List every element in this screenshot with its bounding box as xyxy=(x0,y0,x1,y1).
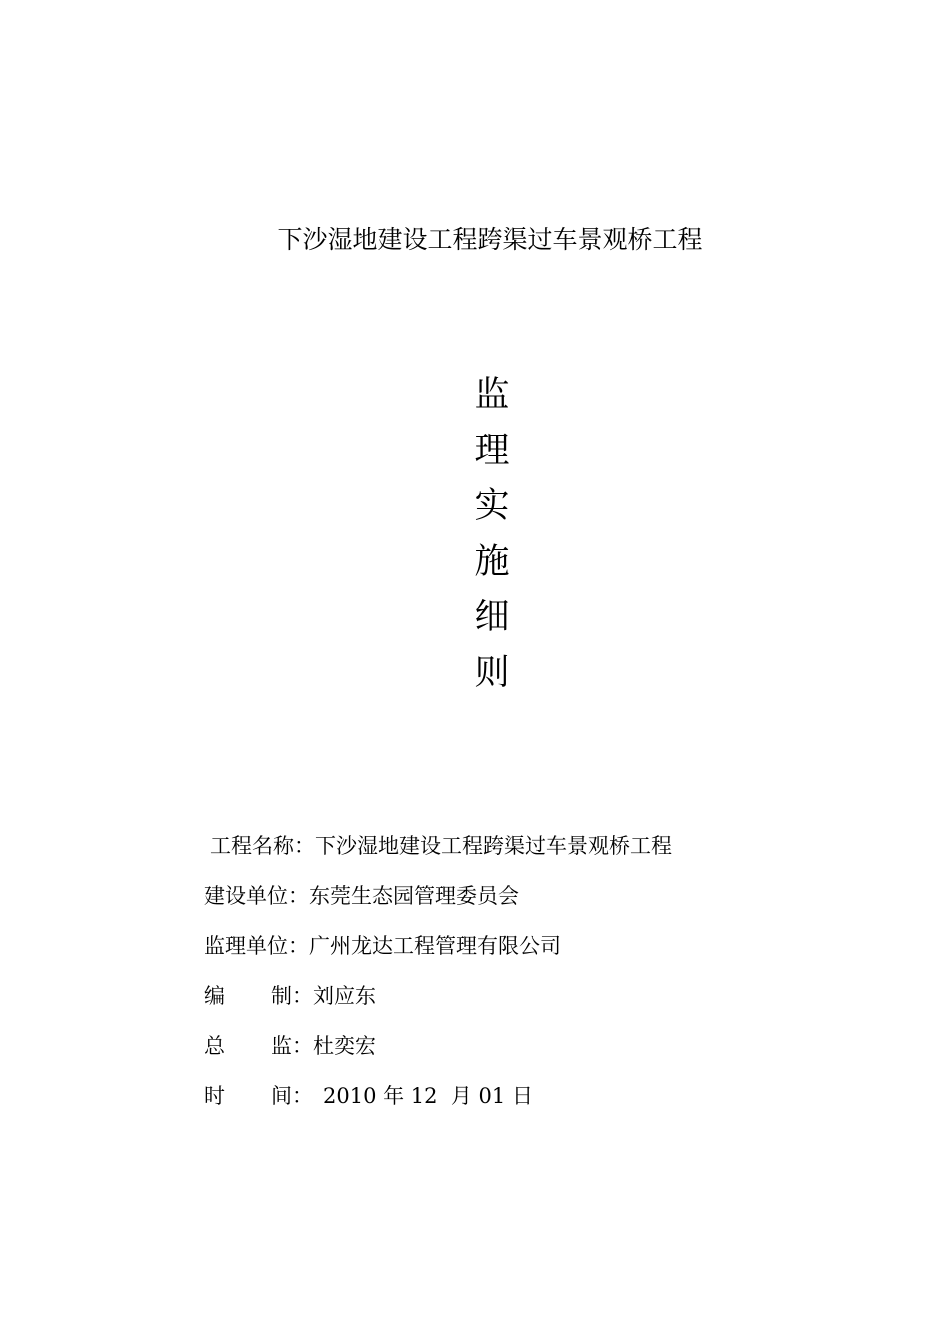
colon: ： xyxy=(292,1084,313,1108)
chief-label-char: 总 xyxy=(204,1034,225,1058)
colon: ： xyxy=(288,884,309,908)
date-row xyxy=(204,1076,672,1126)
chief-label-char: 监 xyxy=(271,1034,292,1058)
colon: ： xyxy=(292,1034,313,1058)
compiler-row xyxy=(204,976,672,1026)
project-name-value: 下沙湿地建设工程跨渠过车景观桥工程 xyxy=(315,834,672,858)
chief-supervisor-row xyxy=(204,1026,672,1076)
supervisor-unit-label: 监理单位 xyxy=(204,934,288,958)
compiler-label xyxy=(204,976,292,1026)
chief-supervisor-label xyxy=(204,1026,292,1076)
colon: ： xyxy=(292,984,313,1008)
date-value: 2010 年 12 月 01 日 xyxy=(323,1084,533,1108)
colon: ： xyxy=(294,834,315,858)
project-info-block xyxy=(204,826,672,1126)
document-title-char: 监 xyxy=(474,375,510,415)
compiler-value: 刘应东 xyxy=(313,984,376,1008)
colon: ： xyxy=(288,934,309,958)
supervisor-unit-row xyxy=(204,926,672,976)
document-title-char: 实 xyxy=(474,486,510,526)
supervisor-unit-value: 广州龙达工程管理有限公司 xyxy=(309,934,561,958)
client-value: 东莞生态园管理委员会 xyxy=(309,884,519,908)
document-title-char: 则 xyxy=(474,652,510,693)
compiler-label-char: 编 xyxy=(204,984,225,1008)
document-title xyxy=(472,368,512,701)
client-label: 建设单位 xyxy=(204,884,288,908)
document-title-char: 细 xyxy=(474,597,510,637)
document-title-char: 理 xyxy=(474,430,510,471)
document-title-char: 施 xyxy=(474,541,510,582)
chief-supervisor-value: 杜奕宏 xyxy=(313,1034,376,1058)
compiler-label-char: 制 xyxy=(271,984,292,1008)
date-label-char: 时 xyxy=(204,1084,225,1108)
project-name-label: 工程名称 xyxy=(210,834,294,858)
client-row xyxy=(204,876,672,926)
date-label-char: 间 xyxy=(271,1084,292,1108)
date-label xyxy=(204,1076,292,1126)
project-name-row xyxy=(204,826,672,876)
project-title: 下沙湿地建设工程跨渠过车景观桥工程 xyxy=(277,225,703,254)
